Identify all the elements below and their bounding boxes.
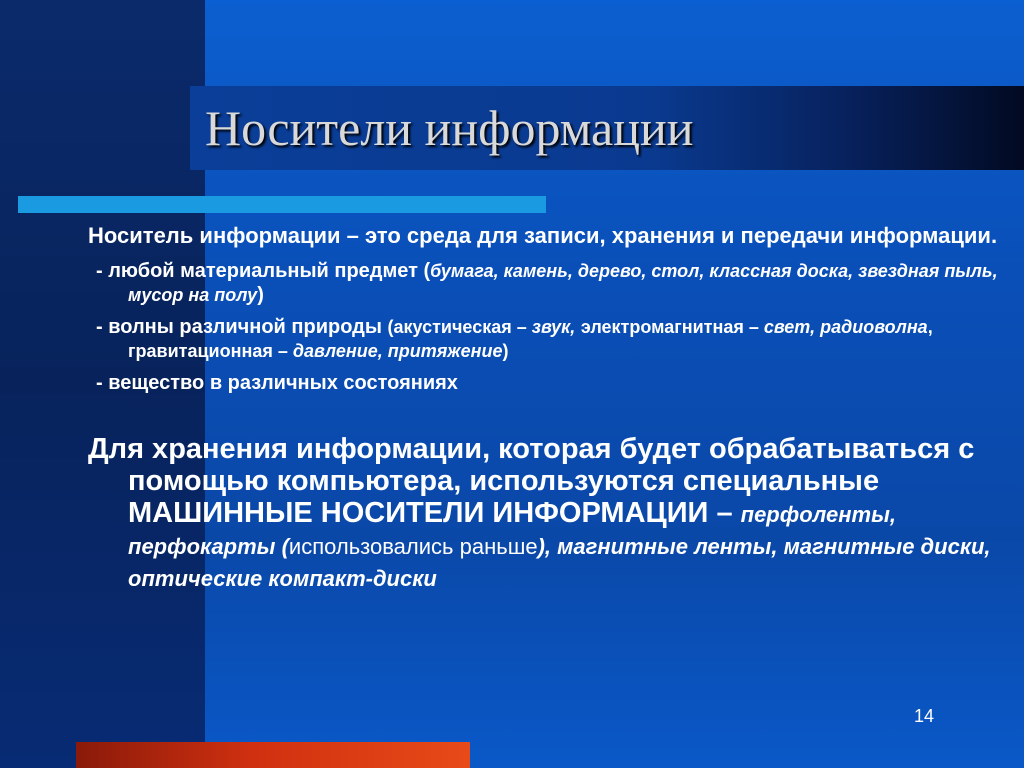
bullet-waves-lead: - волны различной природы xyxy=(96,316,388,338)
definition-paragraph: Носитель информации – это среда для записи, хранения и передачи информации. xyxy=(88,223,998,248)
slide-title: Носители информации xyxy=(205,100,694,156)
slide-body xyxy=(88,222,1008,593)
bottom-accent-bar xyxy=(76,742,470,768)
machine-media-paragraph xyxy=(88,433,1008,593)
machine-media-lead: Для хранения информации, которая будет обрабатываться с помощью компьютера, используются специальные МАШИННЫЕ НОСИТЕЛИ ИНФОРМАЦИИ – xyxy=(88,433,975,529)
bullet-waves-open: (акустическая – xyxy=(387,317,532,337)
bullet-material-close: ) xyxy=(257,284,264,306)
machine-media-t2: использовались раньше xyxy=(288,534,538,559)
page-number: 14 xyxy=(914,706,935,726)
accent-bar xyxy=(18,196,546,213)
machine-media-t3: ), магнитные ленты, магнитные диски, оптические компакт-диски xyxy=(128,534,991,591)
bullet-waves-light: свет, радиоволна xyxy=(763,317,928,337)
bullet-waves-grav: , гравитационная – xyxy=(128,317,933,361)
bullet-material-object xyxy=(88,259,1008,307)
bullet-waves-pressure: давление, притяжение xyxy=(292,341,503,361)
machine-media-t1: перфоленты, перфокарты ( xyxy=(128,502,897,559)
bullet-substance: - вещество в различных состояниях xyxy=(96,372,458,394)
bullet-waves-em: электромагнитная – xyxy=(580,317,764,337)
bullet-waves-sound: звук, xyxy=(531,317,576,337)
bullet-material-lead: - любой материальный предмет ( xyxy=(96,260,431,282)
bullet-material-examples: бумага, камень, дерево, стол, классная доска, звездная пыль, мусор на полу xyxy=(128,261,998,305)
bullet-waves-close: ) xyxy=(502,341,509,361)
bullet-waves xyxy=(88,315,1008,363)
